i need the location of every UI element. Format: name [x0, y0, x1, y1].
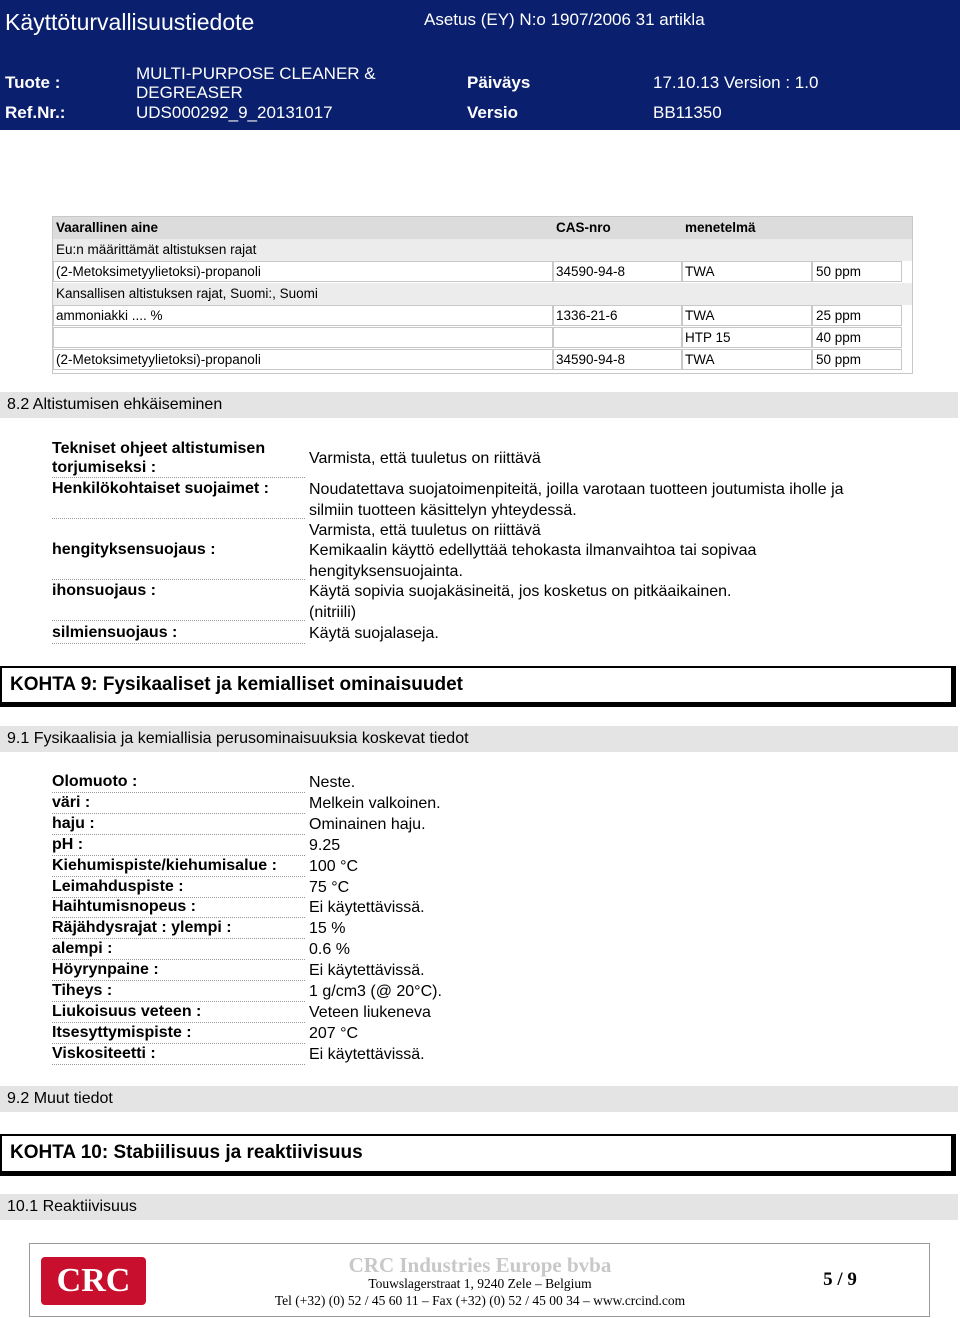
subsection-8-2-bar	[0, 392, 958, 418]
date-label: Päiväys	[467, 73, 531, 92]
personal-protection-line-3: Varmista, että tuuletus on riittävä	[309, 522, 541, 539]
value-cell: 50 ppm	[816, 264, 862, 279]
table-row	[53, 349, 912, 371]
property-label: Tiheys :	[52, 982, 305, 1002]
property-label: alempi :	[52, 940, 305, 960]
property-value: Ei käytettävissä.	[309, 962, 425, 979]
property-label: Liukoisuus veteen :	[52, 1003, 305, 1023]
property-value: Melkein valkoinen.	[309, 795, 441, 812]
page-number: 5 / 9	[823, 1269, 857, 1290]
method-cell: TWA	[685, 264, 715, 279]
subsection-9-1-bar	[0, 726, 958, 752]
property-label: Räjähdysrajat : ylempi :	[52, 919, 305, 939]
property-label: Olomuoto :	[52, 773, 305, 793]
company-address: Touwslagerstraat 1, 9240 Zele – Belgium	[368, 1276, 592, 1291]
respiratory-protection-line-1: Kemikaalin käyttö edellyttää tehokasta ilmanvaihtoa tai sopivaa	[309, 542, 757, 559]
document-header	[0, 0, 960, 130]
product-label: Tuote :	[5, 73, 61, 92]
method-cell: TWA	[685, 308, 715, 323]
ref-label: Ref.Nr.:	[5, 103, 66, 122]
product-name-line-2: DEGREASER	[136, 83, 243, 102]
personal-protection-value	[309, 480, 929, 542]
skin-protection-label: ihonsuojaus :	[52, 582, 305, 621]
product-name-line-1: MULTI-PURPOSE CLEANER &	[136, 64, 376, 83]
cas-cell: 34590-94-8	[556, 352, 626, 367]
skin-protection-value	[309, 582, 929, 623]
property-label: Haihtumisnopeus :	[52, 898, 305, 918]
value-cell: 50 ppm	[816, 352, 862, 367]
technical-controls-value: Varmista, että tuuletus on riittävä	[309, 450, 541, 467]
section-9-title: KOHTA 9: Fysikaaliset ja kemialliset ominaisuudet	[10, 674, 463, 695]
property-value: 9.25	[309, 837, 341, 854]
property-label: haju :	[52, 815, 305, 835]
section-10-title: KOHTA 10: Stabiilisuus ja reaktiivisuus	[10, 1142, 363, 1163]
property-value: Ei käytettävissä.	[309, 1046, 425, 1063]
technical-controls-label-line-1: Tekniset ohjeet altistumisen	[52, 440, 266, 457]
section-10-bar	[0, 1134, 956, 1176]
property-label: Itsesyttymispiste :	[52, 1024, 305, 1044]
version-value: BB11350	[653, 103, 722, 122]
property-label: Kiehumispiste/kiehumisalue :	[52, 857, 305, 877]
version-label: Versio	[467, 103, 519, 122]
table-row	[53, 261, 912, 283]
property-label: Leimahduspiste :	[52, 878, 305, 898]
header-substance: Vaarallinen aine	[56, 220, 159, 235]
respiratory-protection-value	[309, 541, 929, 582]
ref-number: UDS000292_9_20131017	[136, 103, 333, 122]
eu-limits-title: Eu:n määrittämät altistuksen rajat	[56, 242, 257, 257]
subsection-10-1-title: 10.1 Reaktiivisuus	[7, 1198, 137, 1215]
subsection-9-1-title: 9.1 Fysikaalisia ja kemiallisia perusominaisuuksia koskevat tiedot	[7, 730, 469, 747]
personal-protection-label: Henkilökohtaiset suojaimet :	[52, 480, 305, 519]
property-value: 1 g/cm3 (@ 20°C).	[309, 983, 442, 1000]
subsection-9-2-bar	[0, 1086, 958, 1112]
property-label: Viskositeetti :	[52, 1045, 305, 1065]
property-label: pH :	[52, 836, 305, 856]
table-row	[53, 305, 912, 327]
property-value: 15 %	[309, 920, 346, 937]
company-name: CRC Industries Europe bvba	[348, 1253, 612, 1277]
value-cell: 25 ppm	[816, 308, 862, 323]
cas-cell: 1336-21-6	[556, 308, 618, 323]
eu-limits-title-row	[53, 239, 912, 261]
substance-cell: (2-Metoksimetyylietoksi)-propanoli	[56, 352, 261, 367]
method-cell: TWA	[685, 352, 715, 367]
exposure-limits-table	[52, 216, 913, 374]
property-value: 207 °C	[309, 1025, 359, 1042]
value-cell: 40 ppm	[816, 330, 862, 345]
crc-logo: CRC	[41, 1257, 146, 1305]
subsection-9-2-title: 9.2 Muut tiedot	[7, 1090, 113, 1107]
property-value: Neste.	[309, 774, 356, 791]
date-value: 17.10.13 Version : 1.0	[653, 73, 819, 92]
property-value: Veteen liukeneva	[309, 1004, 431, 1021]
subsection-10-1-bar	[0, 1194, 958, 1220]
national-limits-title-row	[53, 283, 912, 305]
respiratory-protection-line-2: hengityksensuojainta.	[309, 562, 463, 580]
property-value: 100 °C	[309, 858, 359, 875]
method-cell: HTP 15	[685, 330, 731, 345]
personal-protection-line-2: silmiin tuotteen käsittelyn yhteydessä.	[309, 501, 577, 519]
technical-controls-label-line-2: torjumiseksi :	[52, 459, 157, 476]
substance-cell: (2-Metoksimetyylietoksi)-propanoli	[56, 264, 261, 279]
national-limits-title: Kansallisen altistuksen rajat, Suomi:, Suomi	[56, 286, 318, 301]
page-footer	[29, 1243, 930, 1317]
substance-cell: ammoniakki .... %	[56, 308, 163, 323]
header-method: menetelmä	[685, 220, 756, 235]
company-contact: Tel (+32) (0) 52 / 45 60 11 – Fax (+32) (0) 52 / 45 00 34 – www.crcind.com	[274, 1293, 686, 1308]
skin-protection-line-1: Käytä sopivia suojakäsineitä, jos kosketus on pitkäaikainen.	[309, 583, 732, 600]
property-value: 75 °C	[309, 879, 350, 896]
section-9-bar	[0, 666, 956, 707]
product-name	[136, 64, 376, 102]
table-row	[53, 327, 912, 349]
eye-protection-label: silmiensuojaus :	[52, 624, 305, 644]
personal-protection-line-1: Noudatettava suojatoimenpiteitä, joilla varotaan tuotteen joutumista iholle ja	[309, 481, 844, 498]
property-label: Höyrynpaine :	[52, 961, 305, 981]
respiratory-protection-label: hengityksensuojaus :	[52, 541, 305, 580]
property-label: väri :	[52, 794, 305, 814]
property-value: Ominainen haju.	[309, 816, 426, 833]
subsection-8-2-title: 8.2 Altistumisen ehkäiseminen	[7, 396, 223, 413]
property-value: Ei käytettävissä.	[309, 899, 425, 916]
regulation-reference: Asetus (EY) N:o 1907/2006 31 artikla	[424, 10, 705, 29]
table-header-row	[53, 217, 912, 239]
technical-controls-label	[52, 439, 305, 478]
eye-protection-value: Käytä suojalaseja.	[309, 625, 439, 642]
cas-cell: 34590-94-8	[556, 264, 626, 279]
document-title: Käyttöturvallisuustiedote	[5, 9, 255, 35]
skin-protection-line-2: (nitriili)	[309, 603, 357, 621]
header-cas: CAS-nro	[556, 220, 611, 235]
property-value: 0.6 %	[309, 941, 350, 958]
